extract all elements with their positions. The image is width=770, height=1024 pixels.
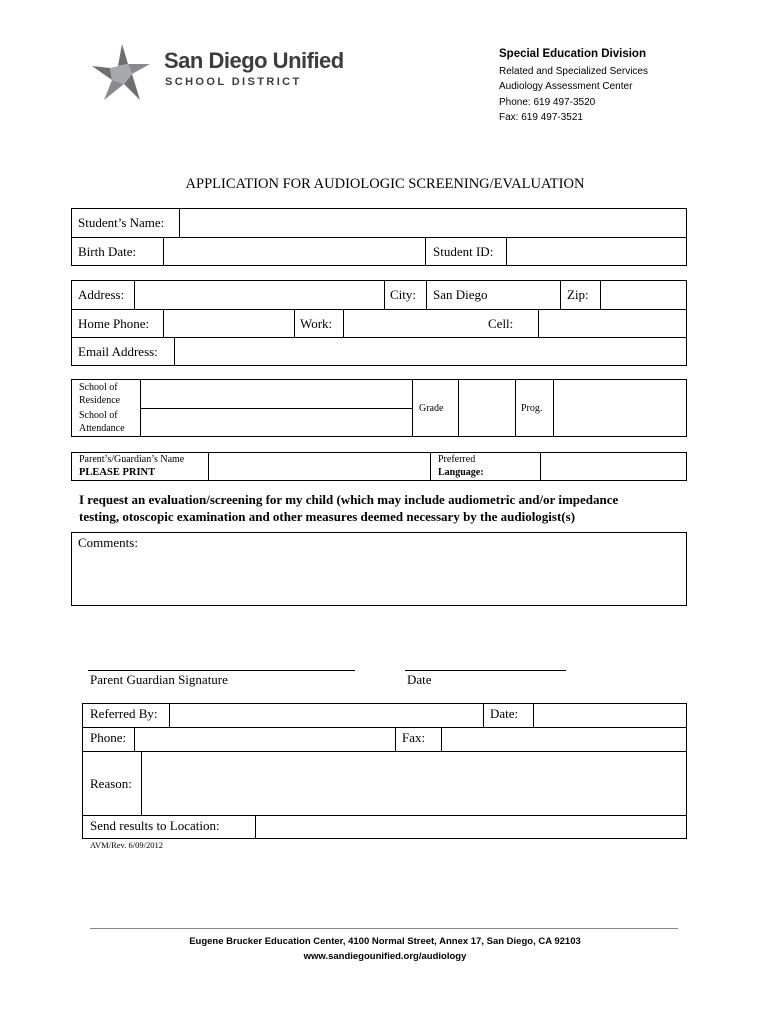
email-field[interactable] [175,338,686,366]
school-attendance-field[interactable] [141,409,412,437]
send-results-field[interactable] [256,816,686,839]
prog-label: Prog. [521,403,543,414]
student-id-field[interactable] [507,238,686,266]
student-name-label: Student’s Name: [78,215,165,230]
logo-subtitle: SCHOOL DISTRICT [165,76,302,88]
city-field[interactable]: San Diego [433,287,488,302]
comments-box[interactable] [71,532,687,606]
division-name: Special Education Division [499,48,646,60]
grade-field[interactable] [459,380,515,436]
reason-field[interactable] [142,752,686,815]
referred-by-field[interactable] [170,704,483,727]
city-label: City: [390,287,417,302]
work-phone-field[interactable] [344,310,480,337]
footer-rule [90,928,678,929]
request-statement: I request an evaluation/screening for my child (which may include audiometric and/or impedance testing, otoscopic examination and other measures deemed necessary by the audiologist(s) [79,492,619,524]
preferred-language-field[interactable] [541,453,686,480]
address-label: Address: [78,287,125,302]
cell-label: Cell: [488,316,514,331]
student-id-label: Student ID: [433,244,494,259]
prog-field[interactable] [554,380,686,436]
zip-label: Zip: [567,287,589,302]
footer-address: Eugene Brucker Education Center, 4100 Normal Street, Annex 17, San Diego, CA 92103 [189,936,581,947]
home-phone-field[interactable] [164,310,293,337]
address-field[interactable] [135,281,383,309]
grade-label: Grade [419,403,444,414]
footer [0,934,770,964]
signature-date-line[interactable] [405,670,566,671]
service-name: Related and Specialized Services [499,65,648,77]
school-residence-field[interactable] [141,380,412,408]
logo-title: San Diego Unified [164,48,344,73]
referral-date-label: Date: [490,706,519,721]
reason-label: Reason: [90,776,132,791]
school-residence-label: School of Residence [79,382,121,406]
signature-line[interactable] [88,670,355,671]
phone-number: Phone: 619 497-3520 [499,96,596,108]
signature-date-label: Date [407,672,432,687]
birth-date-label: Birth Date: [78,244,137,259]
home-phone-label: Home Phone: [78,316,150,331]
footer-url[interactable]: www.sandiegounified.org/audiology [303,951,467,962]
star-logo-icon [90,42,154,106]
school-attendance-label: School of Attendance [79,410,125,434]
zip-field[interactable] [601,281,686,309]
fax-number: Fax: 619 497-3521 [499,112,583,123]
district-logo [90,42,360,106]
birth-date-field[interactable] [164,238,424,266]
guardian-name-label: Parent’s/Guardian’s Name PLEASE PRINT [79,454,185,478]
email-label: Email Address: [78,344,158,359]
form-title: APPLICATION FOR AUDIOLOGIC SCREENING/EVALUATION [185,176,585,192]
referral-date-field[interactable] [534,704,686,727]
send-results-label: Send results to Location: [90,818,220,833]
preferred-language-label: Preferred Language: [438,454,484,478]
student-name-field[interactable] [180,209,686,237]
header-info [499,47,648,126]
referral-fax-field[interactable] [442,728,686,751]
revision-note: AVM/Rev. 6/09/2012 [90,840,163,850]
guardian-name-field[interactable] [209,453,430,480]
referral-phone-field[interactable] [135,728,394,751]
center-name: Audiology Assessment Center [499,81,633,92]
referral-fax-label: Fax: [402,730,426,745]
cell-phone-field[interactable] [539,310,686,337]
referral-phone-label: Phone: [90,730,127,745]
comments-label: Comments: [78,535,138,550]
work-label: Work: [300,316,333,331]
signature-label: Parent Guardian Signature [90,672,228,687]
referred-by-label: Referred By: [90,706,158,721]
